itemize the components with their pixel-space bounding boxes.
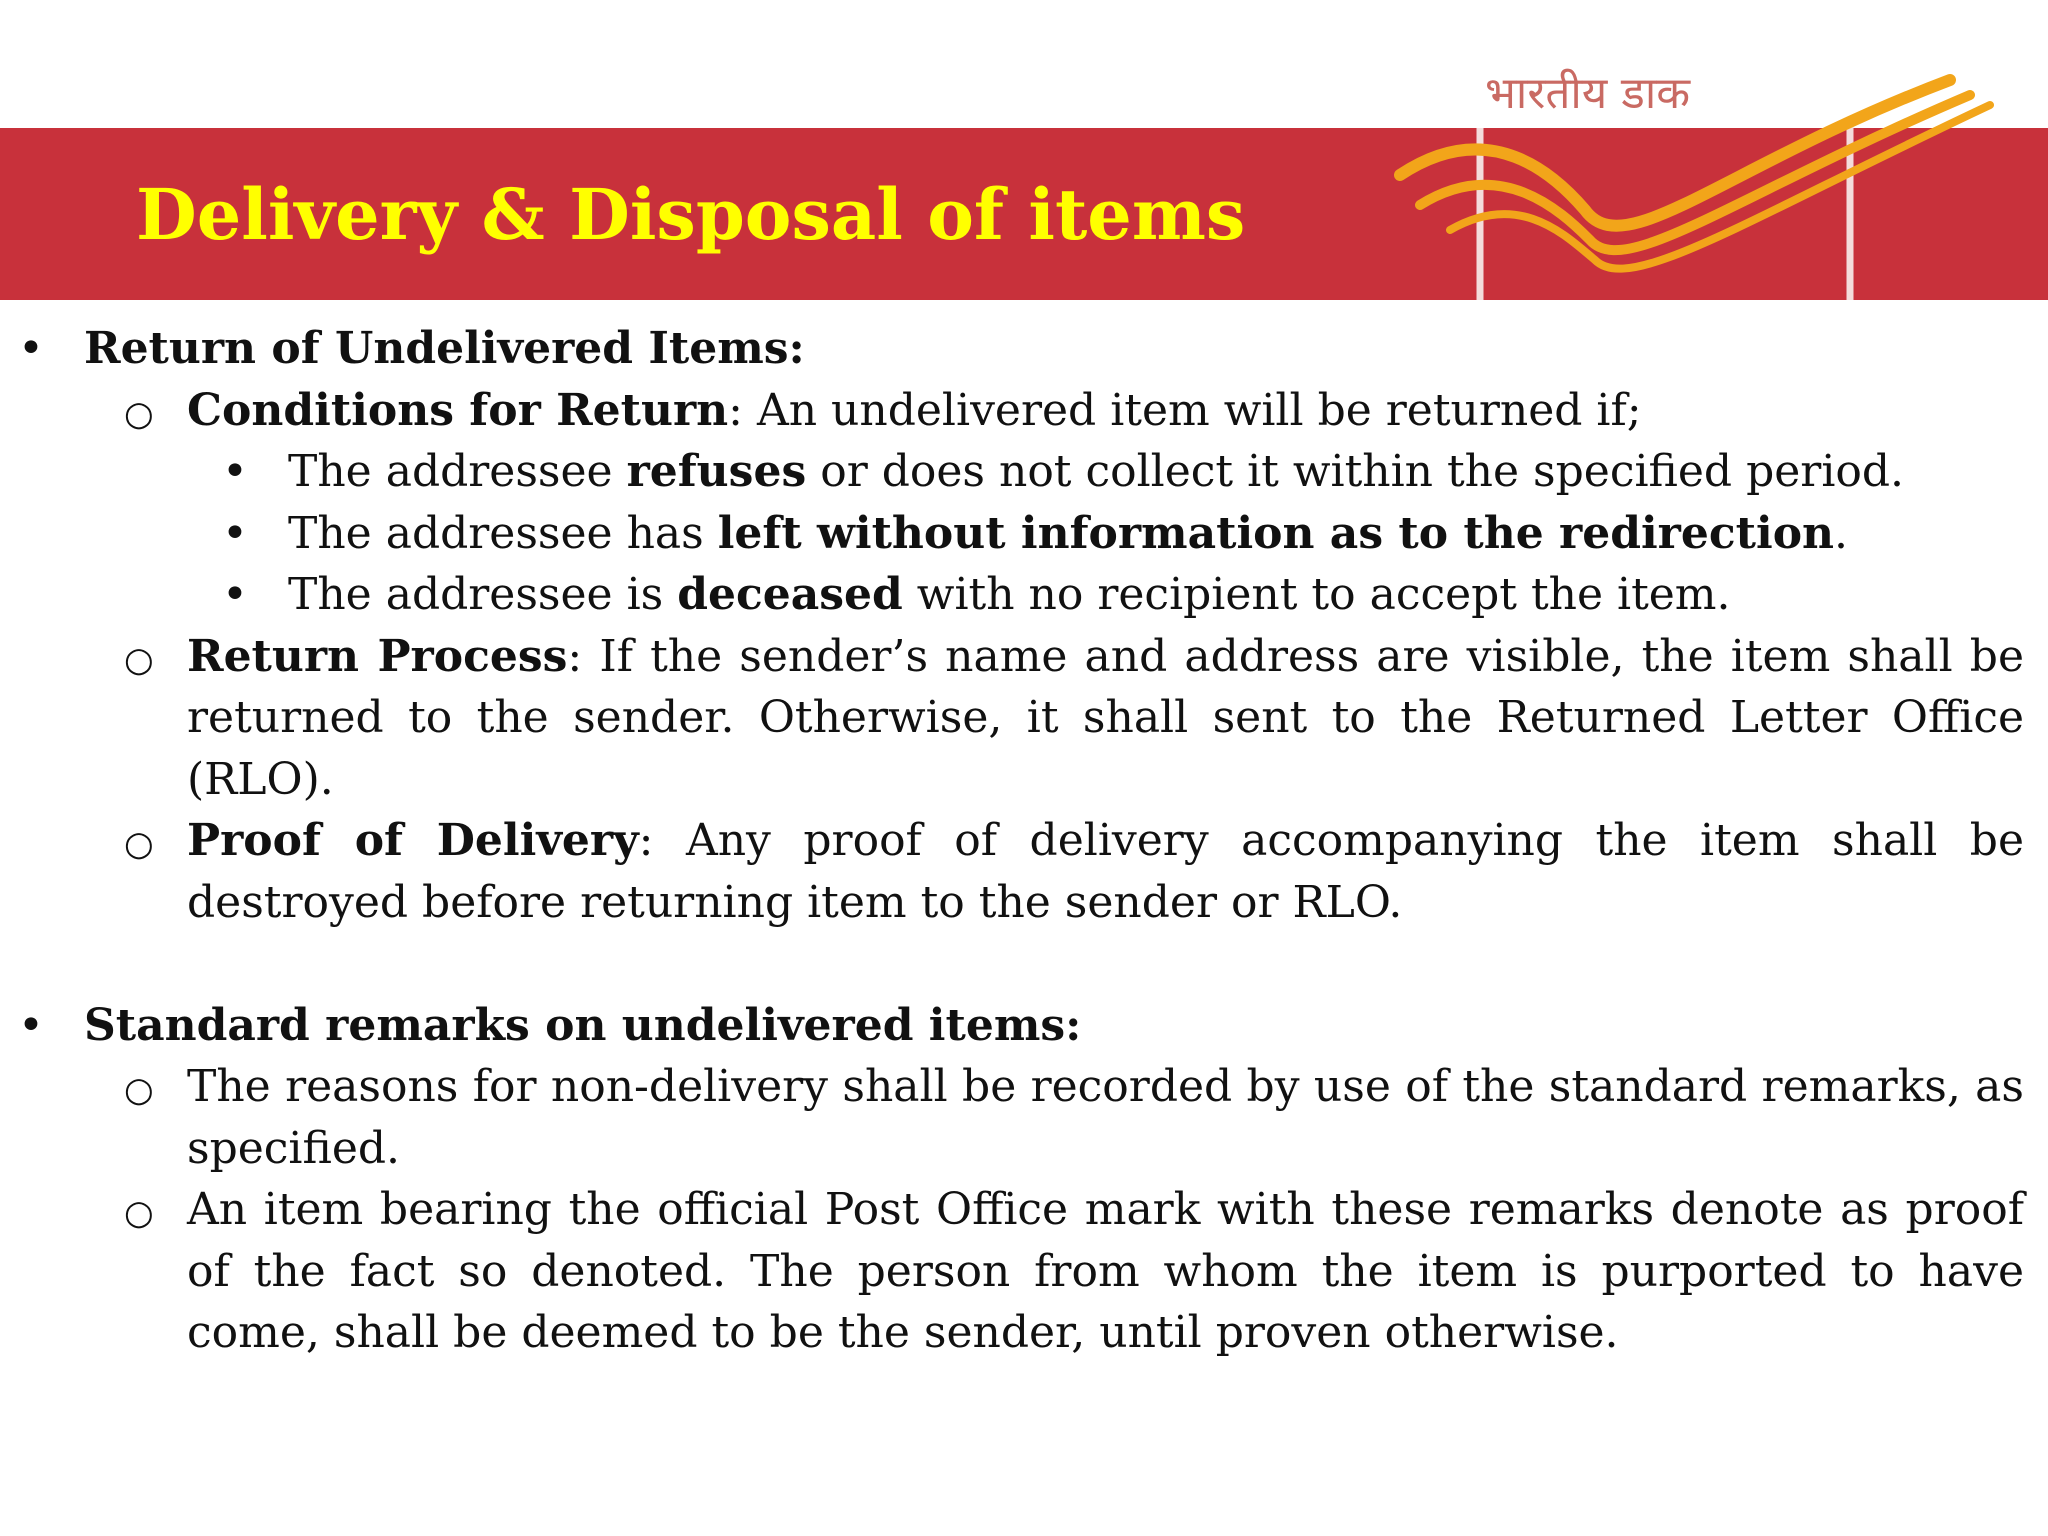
list-item-refuses (0, 441, 2048, 503)
item-text: : If the sender’s name and address are visible, the item shall be returned to the sender. Otherwise, it shall sent to the Returned Letter Office (RLO). (187, 630, 2024, 805)
item-text: : Any proof of delivery accompanying the item shall be destroyed before returning item to the sender or RLO. (187, 815, 2024, 928)
section-return-undelivered (0, 318, 2024, 380)
section-list (0, 318, 2048, 1364)
list-item-conditions (0, 380, 2024, 442)
subitem-text: with no recipient to accept the item. (902, 569, 1731, 620)
bullet-icon: • (222, 569, 248, 620)
item-label: Proof of Delivery (187, 815, 639, 866)
spacer (0, 933, 2048, 995)
item-label: Conditions for Return (187, 384, 729, 436)
circle-bullet-icon: ○ (124, 824, 154, 864)
subitem-text: . (1834, 507, 1849, 559)
list-item-return-process (0, 626, 2024, 811)
list-item-proof-of-delivery (0, 810, 2024, 933)
circle-bullet-icon: ○ (124, 639, 154, 680)
subitem-bold: left without information as to the redirection (717, 507, 1835, 559)
bullet-icon: • (18, 323, 44, 374)
subitem-text: The addressee has (288, 507, 718, 559)
list-item-deceased (0, 564, 2048, 626)
circle-bullet-icon: ○ (124, 393, 154, 434)
section-heading: Standard remarks on undelivered items: (84, 999, 1082, 1051)
list-item-reasons (0, 1056, 2024, 1179)
bullet-icon: • (222, 507, 248, 559)
subitem-bold: refuses (626, 446, 807, 497)
list-item-left (0, 503, 2048, 565)
slide-content (0, 318, 2048, 1364)
section-standard-remarks (0, 995, 2024, 1057)
subitem-text: The addressee (288, 446, 627, 497)
circle-bullet-icon: ○ (124, 1193, 154, 1233)
subitem-bold: deceased (677, 569, 903, 620)
subitem-text: or does not collect it within the specified period. (806, 446, 1905, 497)
item-text: The reasons for non-delivery shall be recorded by use of the standard remarks, as specified. (187, 1061, 2024, 1174)
logo-text: भारतीय डाक (1485, 68, 1691, 119)
item-label: Return Process (187, 630, 568, 682)
item-text: : An undelivered item will be returned if; (728, 384, 1642, 436)
section-heading: Return of Undelivered Items: (84, 323, 805, 374)
item-text: An item bearing the official Post Office mark with these remarks denote as proof of the fact so denoted. The person from whom the item is purported to have come, shall be deemed to be the sender, until proven otherwise. (187, 1184, 2024, 1358)
list-item-official-mark (0, 1179, 2024, 1364)
india-post-logo (1380, 60, 2048, 300)
bullet-icon: • (18, 999, 44, 1051)
page-title: Delivery & Disposal of items (136, 173, 1246, 256)
bullet-icon: • (222, 446, 248, 497)
circle-bullet-icon: ○ (124, 1070, 154, 1110)
subitem-text: The addressee is (288, 569, 678, 620)
